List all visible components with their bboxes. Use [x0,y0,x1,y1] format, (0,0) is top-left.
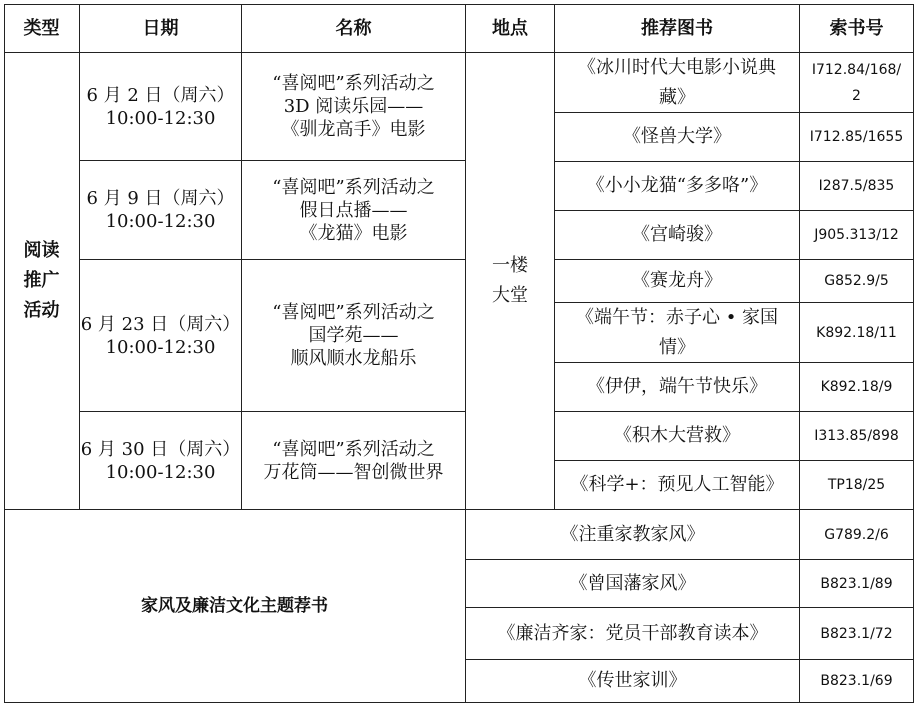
event-date-cell [80,53,242,161]
book-title-line: 《小小龙猫“多多咯”》 [586,175,768,196]
type-label-line: 活动 [23,300,60,321]
event-date: 6 月 2 日（周六） [86,84,235,106]
event-time: 10:00-12:30 [105,461,216,483]
call-number-line: B823.1/69 [820,673,893,689]
book-title-cell [555,303,800,363]
book-title-line: 《赛龙舟》 [632,270,722,291]
call-number-cell [800,303,914,363]
book-title-line: 《怪兽大学》 [623,126,731,147]
call-number-line: B823.1/89 [820,575,893,592]
event-name-cell [242,161,466,260]
event-time: 10:00-12:30 [105,336,216,358]
type-label-line: 阅读 [23,240,60,261]
book-title-line: 《注重家教家风》 [560,523,705,545]
call-number-line: B823.1/72 [820,625,893,642]
call-number-line: K892.18/9 [820,379,893,395]
theme-book-title-cell [466,608,800,660]
event-name-line: 《龙猫》电影 [299,222,408,244]
type-label-line: 推广 [23,270,60,291]
event-name-line: “喜阅吧”系列活动之 [272,176,435,198]
event-name-line: “喜阅吧”系列活动之 [272,302,435,323]
call-number-cell [800,363,914,412]
event-name-cell [242,260,466,412]
book-title-cell [555,53,800,113]
book-title-cell [555,363,800,412]
theme-book-title-cell [466,510,800,560]
call-number-line: G789.2/6 [824,526,889,543]
call-number-line: I712.85/1655 [809,129,904,145]
header-type: 类型 [4,4,80,53]
event-name-line: 万花筒——智创微世界 [263,461,444,483]
call-number-line: I313.85/898 [814,428,899,444]
book-title-cell [555,113,800,162]
theme-label-cell: 家风及廉洁文化主题荐书 [4,510,466,703]
call-number-line: K892.18/11 [816,324,897,341]
event-name-line: “喜阅吧”系列活动之 [272,73,435,94]
call-number-cell [800,113,914,162]
book-title-cell [555,211,800,260]
type-cell-reading [4,53,80,510]
theme-call-number-cell [800,560,914,608]
call-number-cell [800,162,914,211]
call-number-line: I712.84/168/ [811,61,902,78]
book-title-line: 《传世家训》 [578,670,687,691]
call-number-line: TP18/25 [827,477,886,493]
event-name-line: 国学苑—— [308,325,399,346]
event-name-line: 《驯龙高手》电影 [281,119,426,140]
book-title-line: 《积木大营救》 [614,425,740,446]
theme-call-number-cell [800,660,914,703]
book-title-line: 《伊伊，端午节快乐》 [587,376,767,397]
call-number-line: G852.9/5 [824,273,889,289]
book-title-line: 《科学+：预见人工智能》 [570,474,784,495]
theme-call-number-cell [800,608,914,660]
event-date-cell [80,412,242,510]
event-date-cell [80,161,242,260]
event-date: 6 月 23 日（周六） [80,313,241,335]
header-call-number: 索书号 [800,4,914,53]
event-name-line: 顺风顺水龙船乐 [290,348,417,369]
book-title-cell [555,461,800,510]
event-name-line: “喜阅吧”系列活动之 [272,438,435,460]
call-number-cell [800,53,914,113]
call-number-line: 2 [852,87,861,104]
header-books: 推荐图书 [555,4,800,53]
theme-book-title-cell [466,660,800,703]
call-number-cell [800,461,914,510]
location-line: 大堂 [492,285,528,306]
call-number-cell [800,412,914,461]
event-time: 10:00-12:30 [105,107,216,129]
header-date: 日期 [80,4,242,53]
book-title-line: 《冰川时代大电影小说典 [578,56,776,78]
event-name-line: 3D 阅读乐园—— [283,96,424,117]
book-title-cell [555,412,800,461]
event-name-line: 假日点播—— [299,199,408,221]
event-date: 6 月 9 日（周六） [86,188,235,209]
book-title-line: 情》 [659,336,695,358]
header-name: 名称 [242,4,466,53]
call-number-cell [800,260,914,303]
event-name-cell [242,412,466,510]
call-number-line: I287.5/835 [818,178,895,194]
theme-call-number-cell [800,510,914,560]
event-date-cell [80,260,242,412]
book-title-line: 《曾国藩家风》 [569,572,696,594]
event-name-cell [242,53,466,161]
book-title-cell [555,162,800,211]
book-title-line: 《端午节：赤子心 • 家国 [575,306,779,328]
call-number-line: J905.313/12 [814,227,899,243]
book-title-line: 《廉洁齐家：党员干部教育读本》 [497,622,768,644]
book-title-line: 《宫崎骏》 [632,224,722,245]
location-line: 一楼 [492,255,528,276]
book-title-line: 藏》 [659,86,695,108]
event-date: 6 月 30 日（周六） [80,438,241,460]
call-number-cell [800,211,914,260]
location-cell [466,53,555,510]
theme-book-title-cell [466,560,800,608]
event-time: 10:00-12:30 [105,211,216,232]
book-title-cell [555,260,800,303]
header-location: 地点 [466,4,555,53]
